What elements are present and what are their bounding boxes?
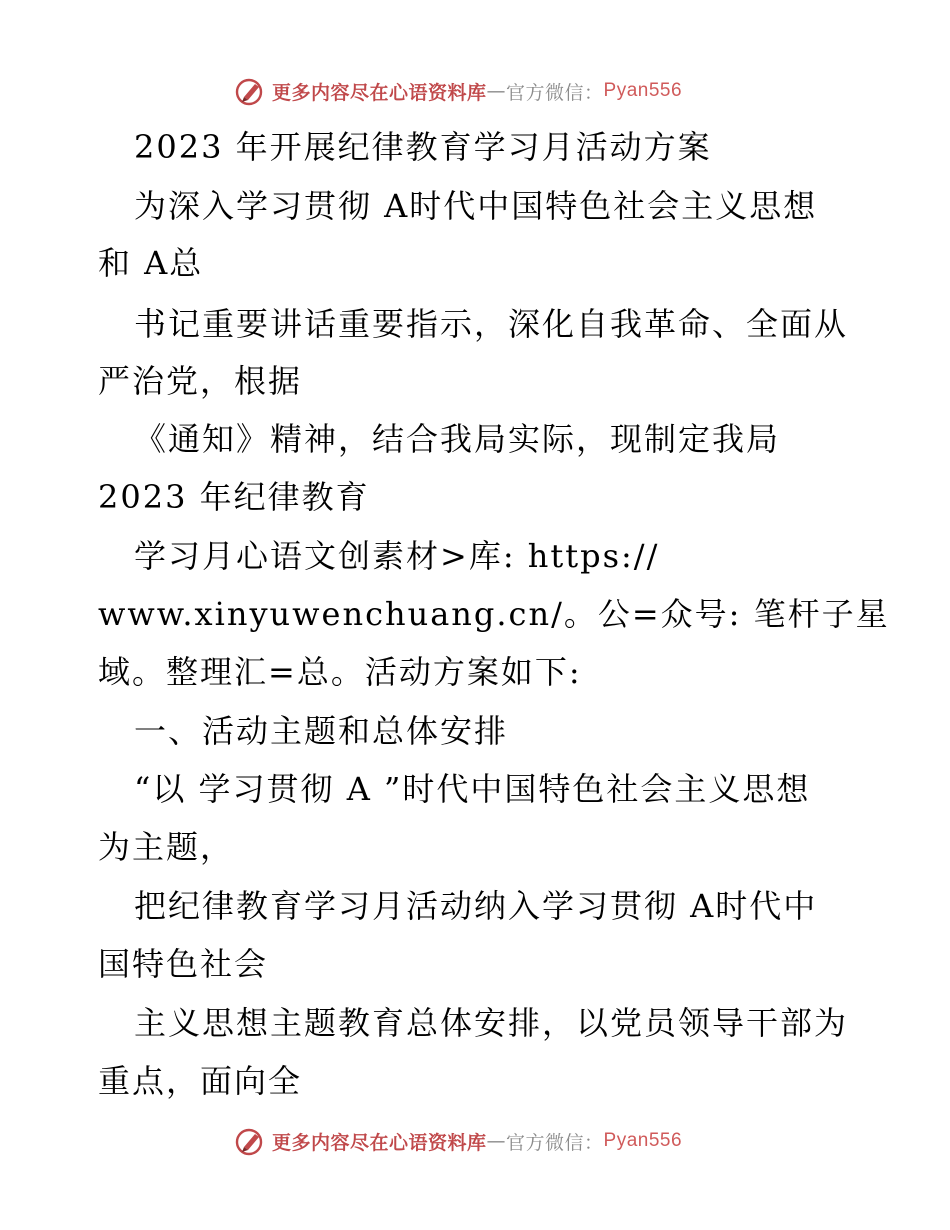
pen-nib-logo-icon xyxy=(234,1125,266,1157)
watermark-separator: — xyxy=(486,80,507,102)
paragraph-line: www.xinyuwenchuang.cn/。公=众号: 笔杆子星 xyxy=(98,595,890,633)
paragraph-line: 为主题， xyxy=(98,828,235,866)
watermark-wechat-label: 官方微信： xyxy=(506,1131,604,1154)
watermark-wechat-id: Pyan556 xyxy=(603,80,683,101)
pen-nib-logo-icon xyxy=(234,75,266,107)
paragraph-line: 域。整理汇=总。活动方案如下: xyxy=(98,653,582,691)
paragraph-line: 书记重要讲话重要指示，深化自我革命、全面从 xyxy=(134,305,849,343)
watermark-banner-top xyxy=(234,71,682,111)
watermark-main-text: 更多内容尽在心语资料库 xyxy=(272,1131,487,1154)
paragraph-line: 重点，面向全 xyxy=(98,1062,303,1100)
section-heading: 一、活动主题和总体安排 xyxy=(134,712,509,750)
paragraph-line: 国特色社会 xyxy=(98,945,269,983)
watermark-separator: — xyxy=(486,1130,507,1152)
paragraph-line: 为深入学习贯彻 A时代中国特色社会主义思想 xyxy=(134,187,818,225)
paragraph-line: 学习月心语文创素材>库: https:// xyxy=(134,537,660,575)
paragraph-line: 2023 年纪律教育 xyxy=(98,478,370,516)
document-title: 2023 年开展纪律教育学习月活动方案 xyxy=(134,128,712,166)
watermark-wechat-label: 官方微信： xyxy=(506,81,604,104)
paragraph-line: 严治党，根据 xyxy=(98,362,303,400)
paragraph-line: 和 A总 xyxy=(98,244,204,282)
paragraph-line: “以 学习贯彻 A ”时代中国特色社会主义思想 xyxy=(134,770,811,808)
paragraph-line: 主义思想主题教育总体安排，以党员领导干部为 xyxy=(134,1004,849,1042)
watermark-main-text: 更多内容尽在心语资料库 xyxy=(272,81,487,104)
watermark-wechat-id: Pyan556 xyxy=(603,1130,683,1151)
paragraph-line: 把纪律教育学习月活动纳入学习贯彻 A时代中 xyxy=(134,887,818,925)
watermark-banner-bottom xyxy=(234,1121,682,1161)
paragraph-line: 《通知》精神，结合我局实际，现制定我局 xyxy=(134,420,781,458)
